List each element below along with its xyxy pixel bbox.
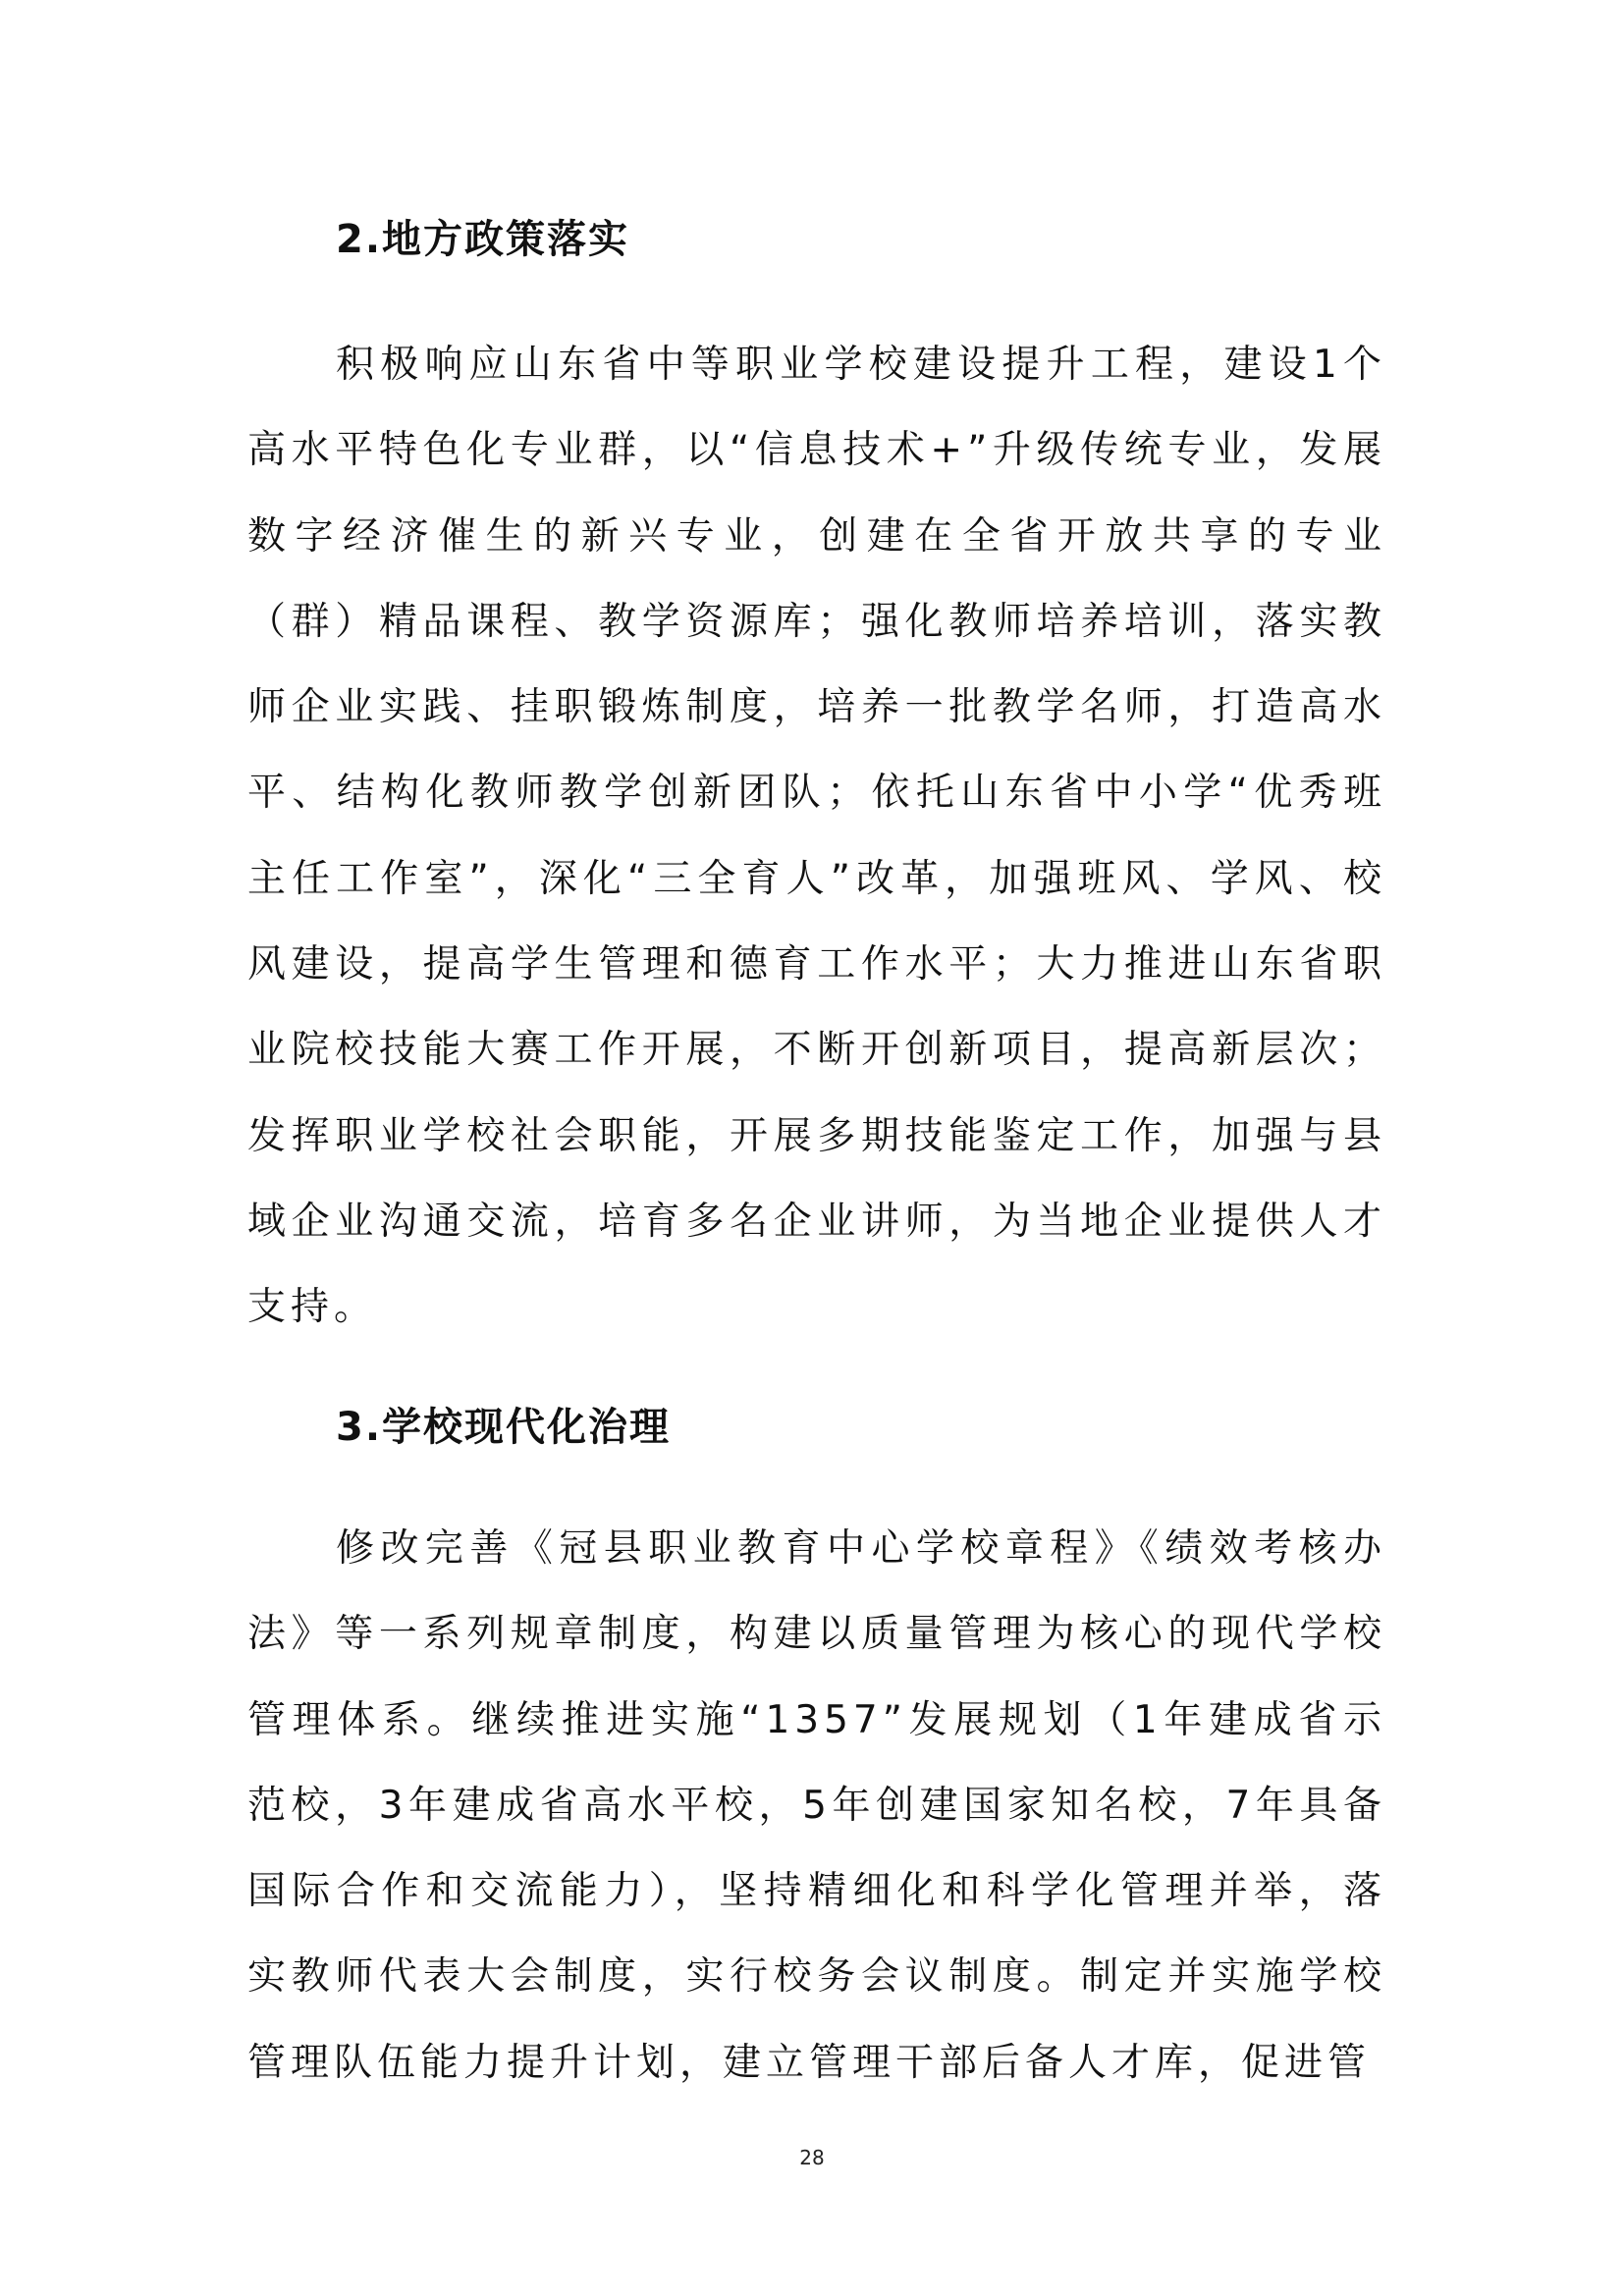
paragraph-modern-governance: 修改完善《冠县职业教育中心学校章程》《绩效考核办法》等一系列规章制度，构建以质量管理为核心的现代学校管理体系。继续推进实施“1357”发展规划（1年建成省示范校，3年建成省高水平校，5年创建国家知名校，7年具备国际合作和交流能力），坚持精细化和科学化管理并举，落实教师代表大会制度，实行校务会议制度。制定并实施学校管理队伍能力提升计划，建立管理干部后备人才库，促进管 (247, 1526, 1386, 2085)
paragraph-local-policy: 积极响应山东省中等职业学校建设提升工程，建设1个高水平特色化专业群，以“信息技术+”升级传统专业，发展数字经济催生的新兴专业，创建在全省开放共享的专业（群）精品课程、教学资源库；强化教师培养培训，落实教师企业实践、挂职锻炼制度，培养一批教学名师，打造高水平、结构化教师教学创新团队；依托山东省中小学“优秀班主任工作室”，深化“三全育人”改革，加强班风、学风、校风建设，提高学生管理和德育工作水平；大力推进山东省职业院校技能大赛工作开展，不断开创新项目，提高新层次；发挥职业学校社会职能，开展多期技能鉴定工作，加强与县域企业沟通交流，培育多名企业讲师，为当地企业提供人才支持。 (247, 343, 1386, 1330)
page-number: 28 (799, 2146, 825, 2169)
section-heading-local-policy: 2.地方政策落实 (336, 217, 630, 262)
section-heading-modern-governance: 3.学校现代化治理 (336, 1405, 672, 1450)
